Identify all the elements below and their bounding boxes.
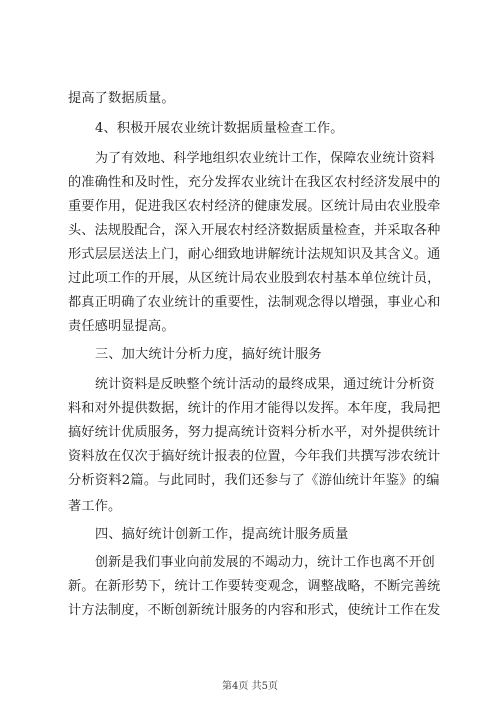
text-line: 著工作。	[68, 499, 122, 514]
text-line: 重要作用，促进我区农村经济的健康发展。区统计局由农业股牵	[68, 199, 441, 214]
text-line: 的准确性和及时性，充分发挥农业统计在我区农村经济发展中的	[68, 175, 441, 190]
section-heading: 三、加大统计分析力度，搞好统计服务	[95, 347, 322, 362]
page-number-footer: 第4页 共5页	[222, 681, 278, 692]
text-line: 创新是我们事业向前发展的不竭动力，统计工作也离不开创	[95, 555, 435, 570]
section-heading: 四、搞好统计创新工作，提高统计服务质量	[95, 527, 349, 542]
heading-line: 4、积极开展农业统计数据质量检查工作。	[95, 121, 344, 136]
text-line: 为了有效地、科学地组织农业统计工作，保障农业统计资料	[95, 151, 435, 166]
text-line: 统计资料是反映整个统计活动的最终成果，通过统计分析资	[95, 377, 435, 392]
text-line: 过此项工作的开展，从区统计局农业股到农村基本单位统计员，	[68, 271, 441, 286]
text-line: 头、法规股配合，深入开展农村经济数据质量检查，并采取各种	[68, 223, 441, 238]
text-line: 新。在新形势下，统计工作要转变观念，调整战略，不断完善统	[68, 579, 441, 594]
text-line: 资料放在仅次于搞好统计报表的位置，今年我们共撰写涉农统计	[68, 449, 441, 464]
text-line: 计方法制度，不断创新统计服务的内容和形式，使统计工作在发	[68, 603, 441, 618]
text-line: 搞好统计优质服务，努力提高统计资料分析水平，对外提供统计	[68, 425, 441, 440]
text-line: 提高了数据质量。	[68, 91, 175, 106]
text-line: 分析资料2篇。与此同时，我们还参与了《游仙统计年鉴》的编	[68, 473, 440, 488]
text-line: 都真正明确了农业统计的重要性，法制观念得以增强，事业心和	[68, 295, 441, 310]
text-line: 料和对外提供数据，统计的作用才能得以发挥。本年度，我局把	[68, 401, 441, 416]
text-line: 责任感明显提高。	[68, 319, 175, 334]
text-line: 形式层层送法上门，耐心细致地讲解统计法规知识及其含义。通	[68, 247, 441, 262]
